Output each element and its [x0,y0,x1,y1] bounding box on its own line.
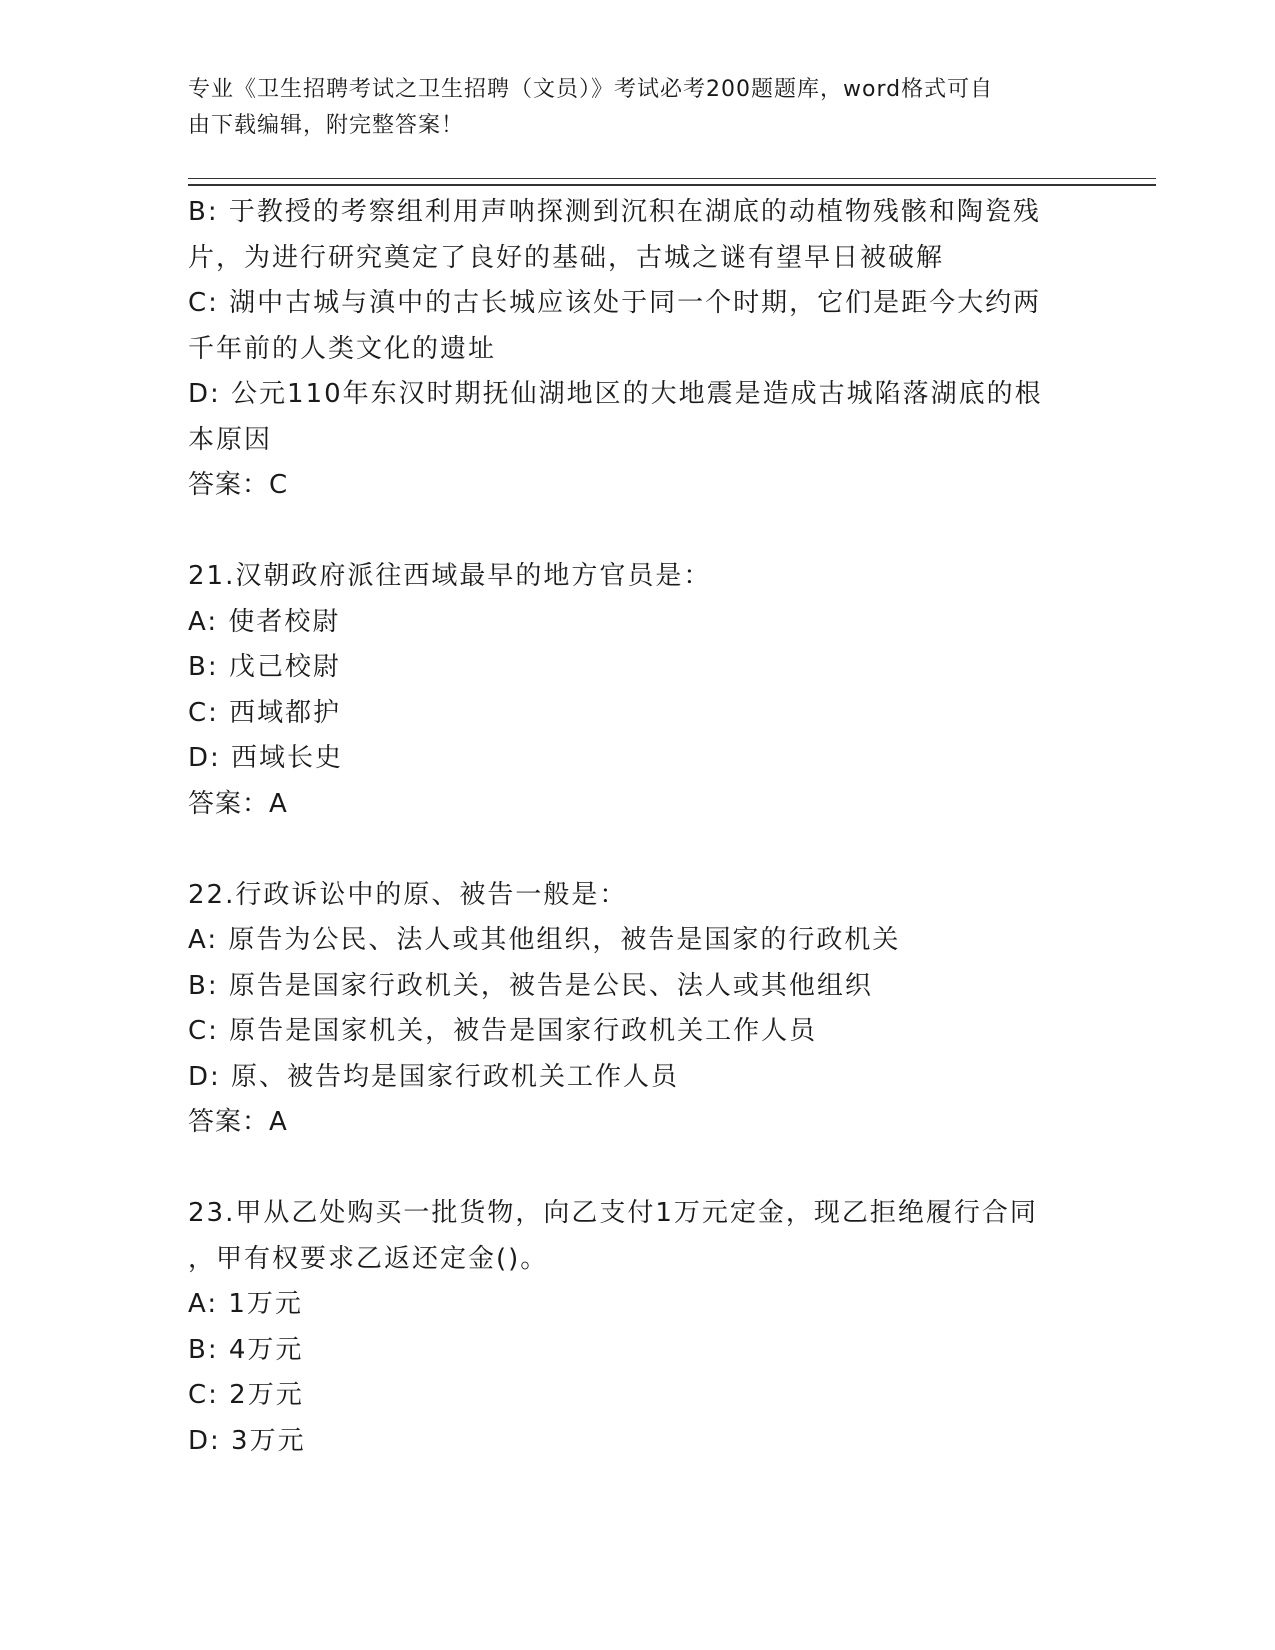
option-b: B: 原告是国家行政机关，被告是公民、法人或其他组织 [188,970,873,1001]
option-a: A: 使者校尉 [188,606,341,637]
option-d-line-1: D: 公元110年东汉时期抚仙湖地区的大地震是造成古城陷落湖底的根 [188,379,1043,409]
option-c: C: 2万元 [188,1380,304,1410]
option-a: A: 原告为公民、法人或其他组织，被告是国家的行政机关 [188,925,901,955]
question-stem-line-1: 23.甲从乙处购买一批货物，向乙支付1万元定金，现乙拒绝履行合同 [188,1198,1038,1228]
answer-line: 答案：A [188,1107,288,1137]
option-c: C: 原告是国家机关，被告是国家行政机关工作人员 [188,1016,818,1046]
question-22 [188,873,1068,1146]
option-d-line-2: 本原因 [188,424,273,455]
option-d: D: 西域长史 [188,743,344,773]
header-title-line-2: 由下载编辑，附完整答案！ [188,113,465,138]
answer-line: 答案：A [188,788,288,819]
document-header [188,72,1068,144]
option-b-line-2: 片，为进行研究奠定了良好的基础，古城之谜有望早日被破解 [188,242,945,273]
option-b-line-1: B: 于教授的考察组利用声呐探测到沉积在湖底的动植物残骸和陶瓷残 [188,197,1041,227]
option-b: B: 4万元 [188,1334,304,1365]
option-c-line-1: C: 湖中古城与滇中的古长城应该处于同一个时期，它们是距今大约两 [188,288,1042,318]
question-21 [188,554,1068,827]
question-stem: 22.行政诉讼中的原、被告一般是： [188,879,628,910]
option-c-line-2: 千年前的人类文化的遗址 [188,333,497,364]
option-b: B: 戊己校尉 [188,652,341,682]
spacer [188,509,1068,555]
option-d: D: 原、被告均是国家行政机关工作人员 [188,1061,680,1092]
spacer [188,827,1068,873]
question-stem: 21.汉朝政府派往西域最早的地方官员是： [188,561,712,591]
document-body [188,190,1068,1464]
option-c: C: 西域都护 [188,697,342,728]
header-divider [188,178,1156,186]
question-stem-line-2: ，甲有权要求乙返还定金()。 [188,1243,549,1274]
option-a: A: 1万元 [188,1289,303,1319]
option-d: D: 3万元 [188,1425,306,1456]
answer-line: 答案：C [188,470,289,500]
spacer [188,1146,1068,1192]
question-20-continued [188,190,1068,509]
question-23 [188,1191,1068,1464]
header-title-line-1: 专业《卫生招聘考试之卫生招聘（文员）》考试必考200题题库，word格式可自 [188,77,994,102]
